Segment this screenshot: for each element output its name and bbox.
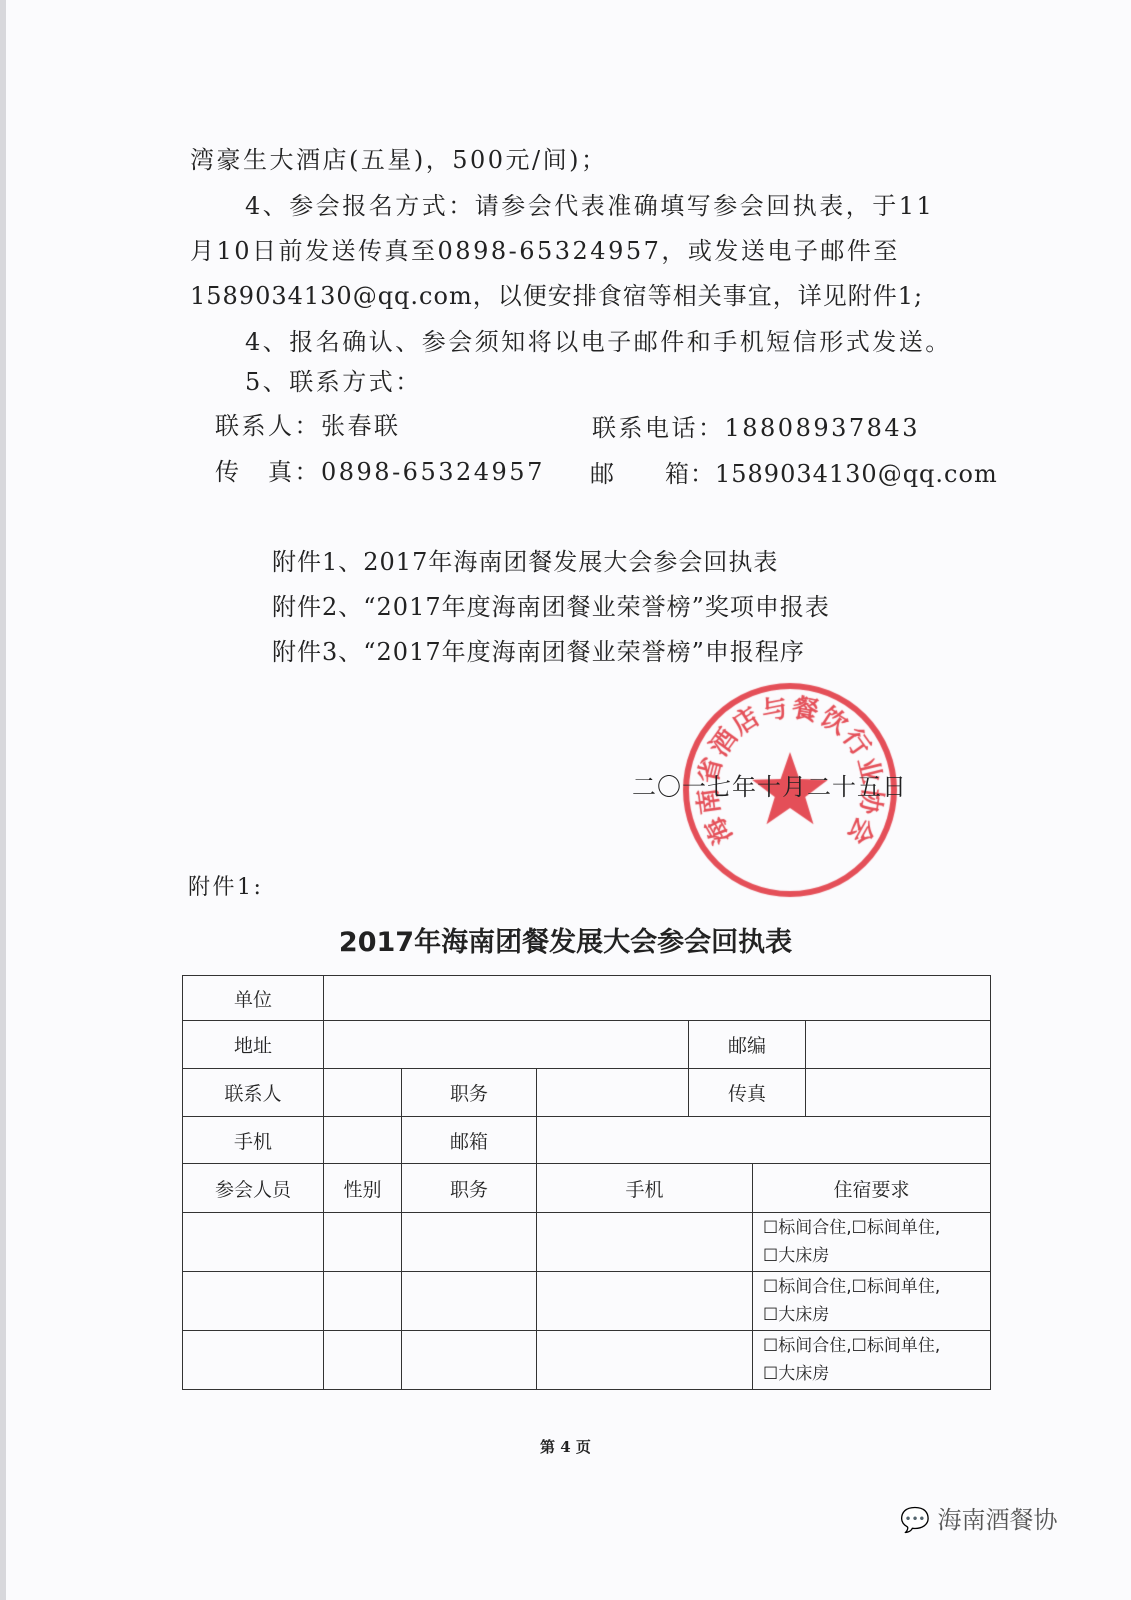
mobile-cell[interactable]	[537, 1331, 753, 1390]
position-cell[interactable]	[402, 1272, 537, 1331]
registration-form	[182, 975, 991, 1390]
contact-person: 联系人：张春联	[215, 412, 401, 440]
lodging-options[interactable]	[753, 1213, 991, 1272]
fax: 传 真：0898-65324957	[215, 458, 545, 486]
attachment-item: 附件3、“2017年度海南团餐业荣誉榜”申报程序	[272, 638, 805, 666]
unit-field[interactable]	[324, 976, 991, 1021]
label-email: 邮箱	[402, 1117, 537, 1164]
header-gender: 性别	[324, 1164, 402, 1213]
contact-phone: 联系电话：18808937843	[592, 414, 920, 442]
annex-label: 附件1:	[188, 875, 264, 900]
position-cell[interactable]	[402, 1331, 537, 1390]
mobile-field[interactable]	[324, 1117, 402, 1164]
gender-cell[interactable]	[324, 1213, 402, 1272]
postcode-field[interactable]	[806, 1021, 991, 1069]
lodging-options[interactable]	[753, 1331, 991, 1390]
body-line: 4、参会报名方式：请参会代表准确填写参会回执表，于11	[245, 192, 935, 220]
position-cell[interactable]	[402, 1213, 537, 1272]
label-mobile: 手机	[183, 1117, 324, 1164]
attachment-item: 附件2、“2017年度海南团餐业荣誉榜”奖项申报表	[272, 593, 830, 621]
attendee-cell[interactable]	[183, 1331, 324, 1390]
gender-cell[interactable]	[324, 1331, 402, 1390]
position-field[interactable]	[537, 1069, 689, 1117]
body-line: 4、报名确认、参会须知将以电子邮件和手机短信形式发送。	[245, 328, 952, 356]
header-attendee: 参会人员	[183, 1164, 324, 1213]
mobile-cell[interactable]	[537, 1213, 753, 1272]
fax-field[interactable]	[806, 1069, 991, 1117]
form-title: 2017年海南团餐发展大会参会回执表	[338, 927, 793, 958]
watermark	[900, 1500, 1058, 1535]
lodging-option-line[interactable]: ☐标间合住,☐标间单住,	[763, 1277, 941, 1297]
table-row	[183, 1213, 991, 1272]
wechat-icon: 💬	[900, 1506, 930, 1534]
label-unit: 单位	[183, 976, 324, 1021]
label-address: 地址	[183, 1021, 324, 1069]
email-field[interactable]	[537, 1117, 991, 1164]
attendee-cell[interactable]	[183, 1213, 324, 1272]
label-fax: 传真	[689, 1069, 806, 1117]
address-field[interactable]	[324, 1021, 689, 1069]
mobile-cell[interactable]	[537, 1272, 753, 1331]
attachment-item: 附件1、2017年海南团餐发展大会参会回执表	[272, 548, 779, 576]
watermark-text: 海南酒餐协	[937, 1506, 1058, 1534]
lodging-option-line[interactable]: ☐标间合住,☐标间单住,	[763, 1218, 941, 1238]
lodging-option-line[interactable]: ☐大床房	[763, 1305, 830, 1325]
body-line: 5、联系方式：	[245, 368, 422, 396]
page-number: 第 4 页	[540, 1438, 591, 1456]
header-lodging: 住宿要求	[753, 1164, 991, 1213]
issue-date: 二〇一七年十月二十五日	[632, 773, 907, 801]
label-postcode: 邮编	[689, 1021, 806, 1069]
table-row	[183, 1272, 991, 1331]
lodging-option-line[interactable]: ☐标间合住,☐标间单住,	[763, 1336, 941, 1356]
gender-cell[interactable]	[324, 1272, 402, 1331]
body-line: 1589034130@qq.com，以便安排食宿等相关事宜，详见附件1;	[190, 282, 924, 310]
body-line: 月10日前发送传真至0898-65324957，或发送电子邮件至	[190, 237, 900, 265]
label-contact: 联系人	[183, 1069, 324, 1117]
lodging-option-line[interactable]: ☐大床房	[763, 1364, 830, 1384]
lodging-option-line[interactable]: ☐大床房	[763, 1246, 830, 1266]
label-position: 职务	[402, 1069, 537, 1117]
table-row	[183, 1331, 991, 1390]
body-line: 湾豪生大酒店(五星)，500元/间)；	[190, 146, 608, 174]
email: 邮 箱：1589034130@qq.com	[590, 460, 998, 488]
header-position: 职务	[402, 1164, 537, 1213]
attendee-cell[interactable]	[183, 1272, 324, 1331]
lodging-options[interactable]	[753, 1272, 991, 1331]
scan-edge	[0, 0, 6, 1600]
header-mobile: 手机	[537, 1164, 753, 1213]
contact-field[interactable]	[324, 1069, 402, 1117]
